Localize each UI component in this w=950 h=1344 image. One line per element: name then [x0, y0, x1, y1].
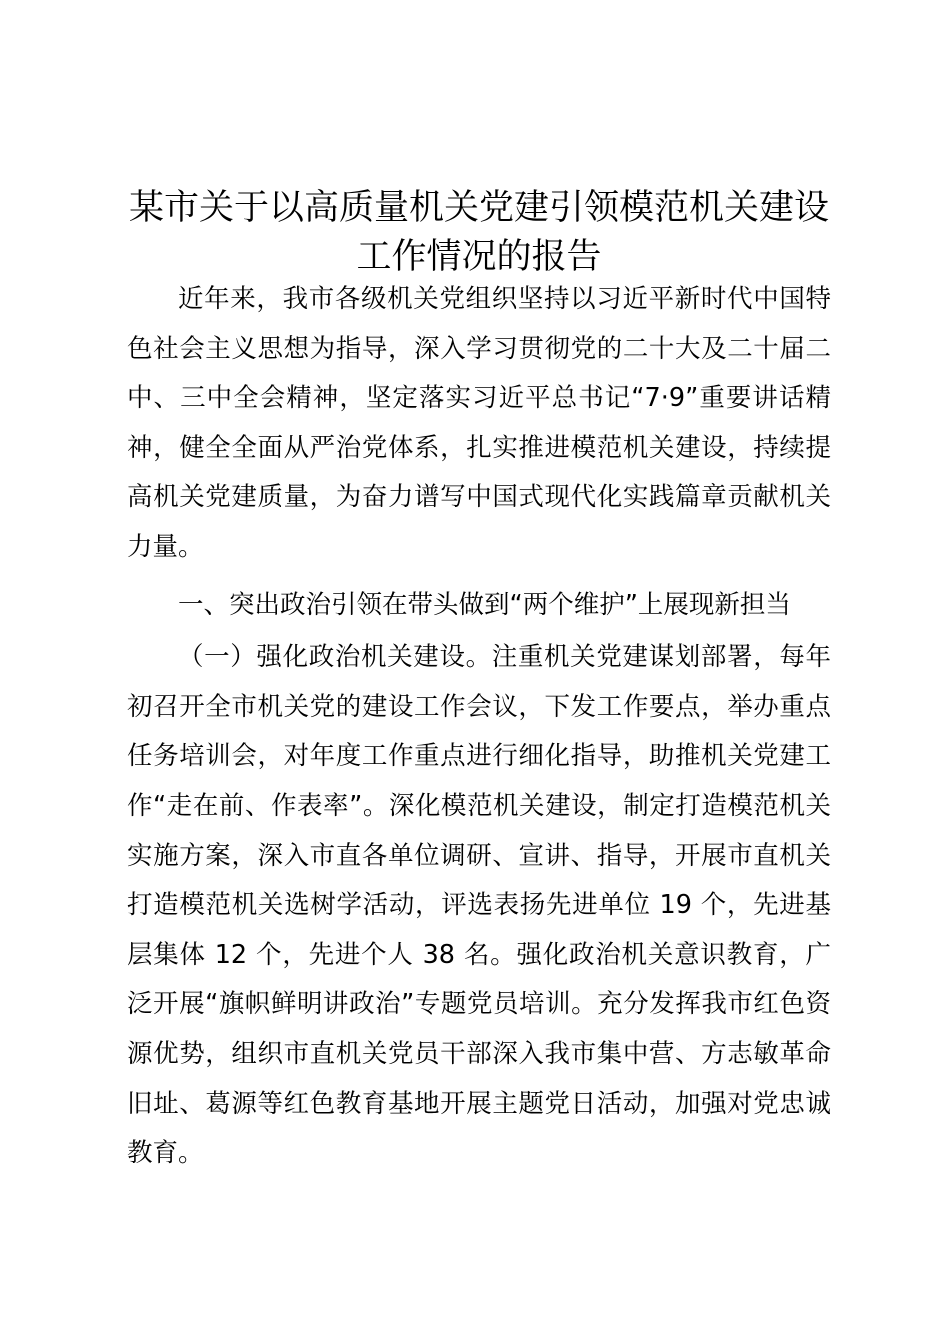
document-title	[127, 184, 831, 282]
title-line-1: 某市关于以高质量机关党建引领模范机关建设	[128, 188, 829, 228]
title-line-2: 工作情况的报告	[356, 237, 602, 277]
section-1-paragraph-1: （一）强化政治机关建设。注重机关党建谋划部署，每年初召开全市机关党的建设工作会议，下发工作要点，举办重点任务培训会，对年度工作重点进行细化指导，助推机关党建工作“走在前、作表率”。深化模范机关建设，制定打造模范机关实施方案，深入市直各单位调研、宣讲、指导，开展市直机关打造模范机关选树学活动，评选表扬先进单位 19 个，先进基层集体 12 个，先进个人 38 名。强化政治机关意识教育，广泛开展“旗帜鲜明讲政治”专题党员培训。充分发挥我市红色资源优势，组织市直机关党员干部深入我市集中营、方志敏革命旧址、葛源等红色教育基地开展主题党日活动，加强对党忠诚教育。	[127, 642, 831, 1169]
section-1-heading: 一、突出政治引领在带头做到“两个维护”上展现新担当	[178, 589, 791, 620]
intro-paragraph: 近年来，我市各级机关党组织坚持以习近平新时代中国特色社会主义思想为指导，深入学习贯彻党的二十大及二十届二中、三中全会精神，坚定落实习近平总书记“7·9”重要讲话精神，健全全面从严治党体系，扎实推进模范机关建设，持续提高机关党建质量，为奋力谱写中国式现代化实践篇章贡献机关力量。	[127, 284, 831, 562]
document-body	[127, 275, 831, 1179]
document-page	[127, 184, 831, 1179]
